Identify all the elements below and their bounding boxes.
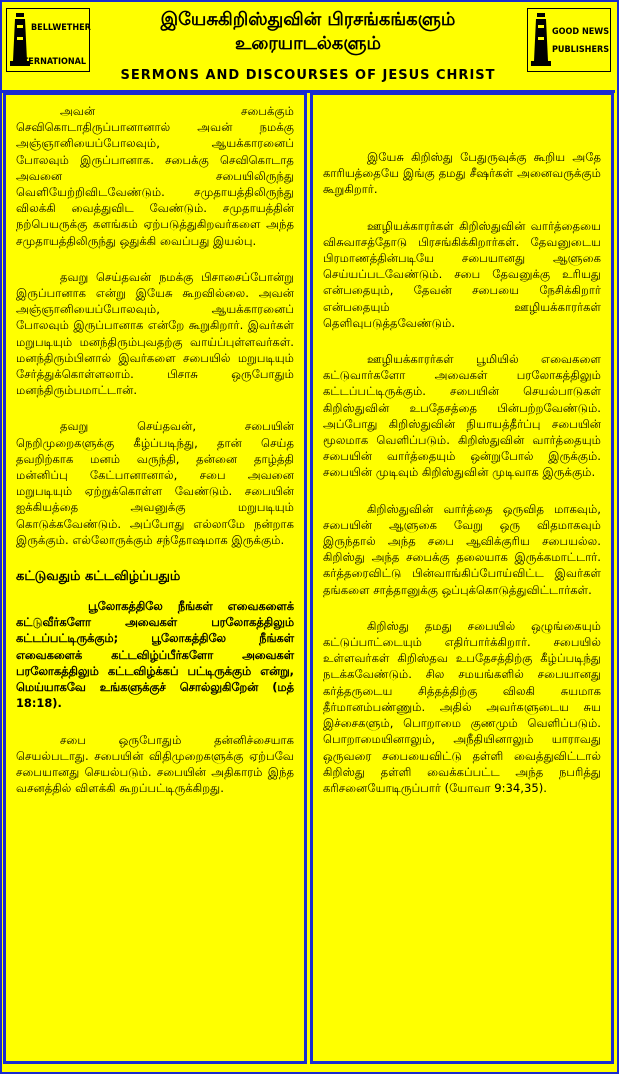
paragraph: தவறு செய்தவன், சபையின் நெறிமுறைகளுக்கு கீழ்ப்படிந்து, தான் செய்த தவறிற்காக மனம் வருந்தி, தன்னை தாழ்த்தி மன்னிப்பு கேட்பானானால், சபை அவனை மறுபடியும் ஏற்றுக்கொள்ள வேண்டும். சபையின் ஐக்கியத்தை அவனுக்கு மறுபடியும் கொடுக்கவேண்டும். அப்போது எல்லாமே நன்றாக இருக்கும். எல்லோருக்கும் சந்தோஷமாக இருக்கும். xyxy=(16,419,294,547)
good-news-logo xyxy=(527,8,611,72)
bellwether-logo-line2: INTERNATIONAL xyxy=(13,57,87,67)
paragraph: ஊழியக்காரர்கள் பூமியில் எவைகளை கட்டுவார்களோ அவைகள் பரலோகத்திலும் கட்டப்பட்டிருக்கும். சபையின் செயல்பாடுகள் கிறிஸ்துவின் உபதேசத்தை பின்பற்றவேண்டும். அப்போது கிறிஸ்துவின் நியாயத்தீர்ப்பு சபையின் மூலமாக வெளிப்படும். கிறிஸ்துவின் வார்த்தையும் சபையின் வார்த்தையும் ஒன்றுபோல் இருக்கும். சபையின் முடிவும் கிறிஸ்துவின் முடிவாக இருக்கும். xyxy=(323,352,601,480)
page-header xyxy=(0,0,615,93)
paragraph: தவறு செய்தவன் நமக்கு பிசாசைப்போன்று இருப்பானாக என்று இயேசு கூறவில்லை. அவன் அஞ்ஞானியைப்போலவும், ஆயக்காரனைப் போலவும் இருப்பானாக என்றே கூறுகிறார். இவர்கள் மறுபடியும் மனந்திரும்புவதற்கு வாய்ப்புள்ளவர்கள். மனந்திரும்பினால் இவர்களை சபையில் மறுபடியும் சேர்த்துக்கொள்ளலாம். பிசாசு ஒருபோதும் மனந்திரும்பமாட்டான். xyxy=(16,269,294,398)
paragraph: சபை ஒருபோதும் தன்னிச்சையாக செயல்படாது. சபையின் விதிமுறைகளுக்கு ஏற்பவே சபையானது செயல்படும். சபையின் அதிகாரம் இந்த வசனத்தில் விளக்கி கூறப்பட்டிருக்கிறது. xyxy=(16,732,294,796)
title-tamil-line1: இயேசுகிறிஸ்துவின் பிரசங்கங்களும் xyxy=(160,9,456,30)
bellwether-logo xyxy=(6,8,90,72)
good-news-logo-line2: PUBLISHERS xyxy=(552,45,610,55)
paragraph: கிறிஸ்துவின் வார்த்தை ஒருவித மாகவும், சபையின் ஆளுகை வேறு ஒரு விதமாகவும் இருந்தால் அந்த சபை ஆவிக்குரிய சபையல்ல. கிறிஸ்து அந்த சபைக்கு தலையாக இருக்கமாட்டார். கர்த்தரைவிட்டு பின்வாங்கிப்போய்விட்ட இவர்கள் தங்களை சாத்தானுக்கு ஒப்புக்கொடுத்துவிட்டார்கள். xyxy=(323,501,601,597)
scripture-quote: பூலோகத்திலே நீங்கள் எவைகளைக் கட்டுவீர்களோ அவைகள் பரலோகத்திலும் கட்டப்பட்டிருக்கும்; பூலோகத்திலே நீங்கள் எவைகளைக் கட்டவிழ்ப்பீர்களோ அவைகள் பரலோகத்திலும் கட்டவிழ்க்கப் பட்டிருக்கும் என்று, மெய்யாகவே உங்களுக்குச் சொல்லுகிறேன் (மத் 18:18). xyxy=(16,599,294,711)
bellwether-logo-line1: BELLWETHER xyxy=(31,23,91,33)
right-column xyxy=(310,92,614,1064)
title-english: SERMONS AND DISCOURSES OF JESUS CHRIST xyxy=(120,68,496,83)
paragraph: ஊழியக்காரர்கள் கிறிஸ்துவின் வார்த்தையை விசுவாசத்தோடு பிரசங்கிக்கிறார்கள். தேவனுடைய பிரமாணத்தின்படியே சபையானது ஆளுகை செய்யப்படவேண்டும். சபை தேவனுக்கு உரியது என்பதையும், தேவன் சபையை நேசிக்கிறார் என்பதையும் ஊழியக்காரர்கள் தெளிவுபடுத்தவேண்டும். xyxy=(323,218,601,330)
good-news-logo-line1: GOOD NEWS xyxy=(552,27,610,37)
paragraph: இயேசு கிறிஸ்து பேதுருவுக்கு கூறிய அதே காரியத்தையே இங்கு தமது சீஷர்கள் அனைவருக்கும் கூறுகிறார். xyxy=(323,150,601,197)
left-column xyxy=(3,92,307,1064)
paragraph: கிறிஸ்து தமது சபையில் ஒழுங்கையும் கட்டுப்பாட்டையும் எதிர்பார்க்கிறார். சபையில் உள்ளவர்கள் கிறிஸ்தவ உபதேசத்திற்கு கீழ்ப்படிந்து நடக்கவேண்டும். சில சமயங்களில் சபையானது கர்த்தருடைய சித்தத்திற்கு விலகி சுயமாக தீர்மானம்பண்ணும். அதில் அவர்களுடைய சுய இச்சைகளும், பொறாமை குணமும் வெளிப்படும். பொறாமையினாலும், அநீதியினாலும் யாராவது ஒருவரை சபையைவிட்டு தள்ளி வைத்துவிட்டால் கிறிஸ்து தள்ளி வைக்கப்பட்ட அந்த நபரித்து கரிசனையோடிருப்பார் (யோவா 9:34,35). xyxy=(323,618,601,795)
lighthouse-icon xyxy=(530,11,552,67)
title-tamil-line2: உரையாடல்களும் xyxy=(235,33,381,54)
title-tamil xyxy=(98,8,518,56)
paragraph: அவன் சபைக்கும் செவிகொடாதிருப்பானானால் அவன் நமக்கு அஞ்ஞானியைப்போலவும், ஆயக்காரனைப் போலவும் இருப்பானாக. சபைக்கு செவிகொடாத அவனை சபையிலிருந்து வெளியேற்றிவிடவேண்டும். சமுதாயத்திலிருந்து விலக்கி வைத்துவிட வேண்டும். சமுதாயத்தின் நற்பெயருக்கு களங்கம் ஏற்படுத்துகிறவர்களை அந்த சமுதாயத்திலிருந்து ஒதுக்கி வைப்பது இயல்பு. xyxy=(16,104,294,248)
section-heading: கட்டுவதும் கட்டவிழ்ப்பதும் xyxy=(16,569,181,585)
